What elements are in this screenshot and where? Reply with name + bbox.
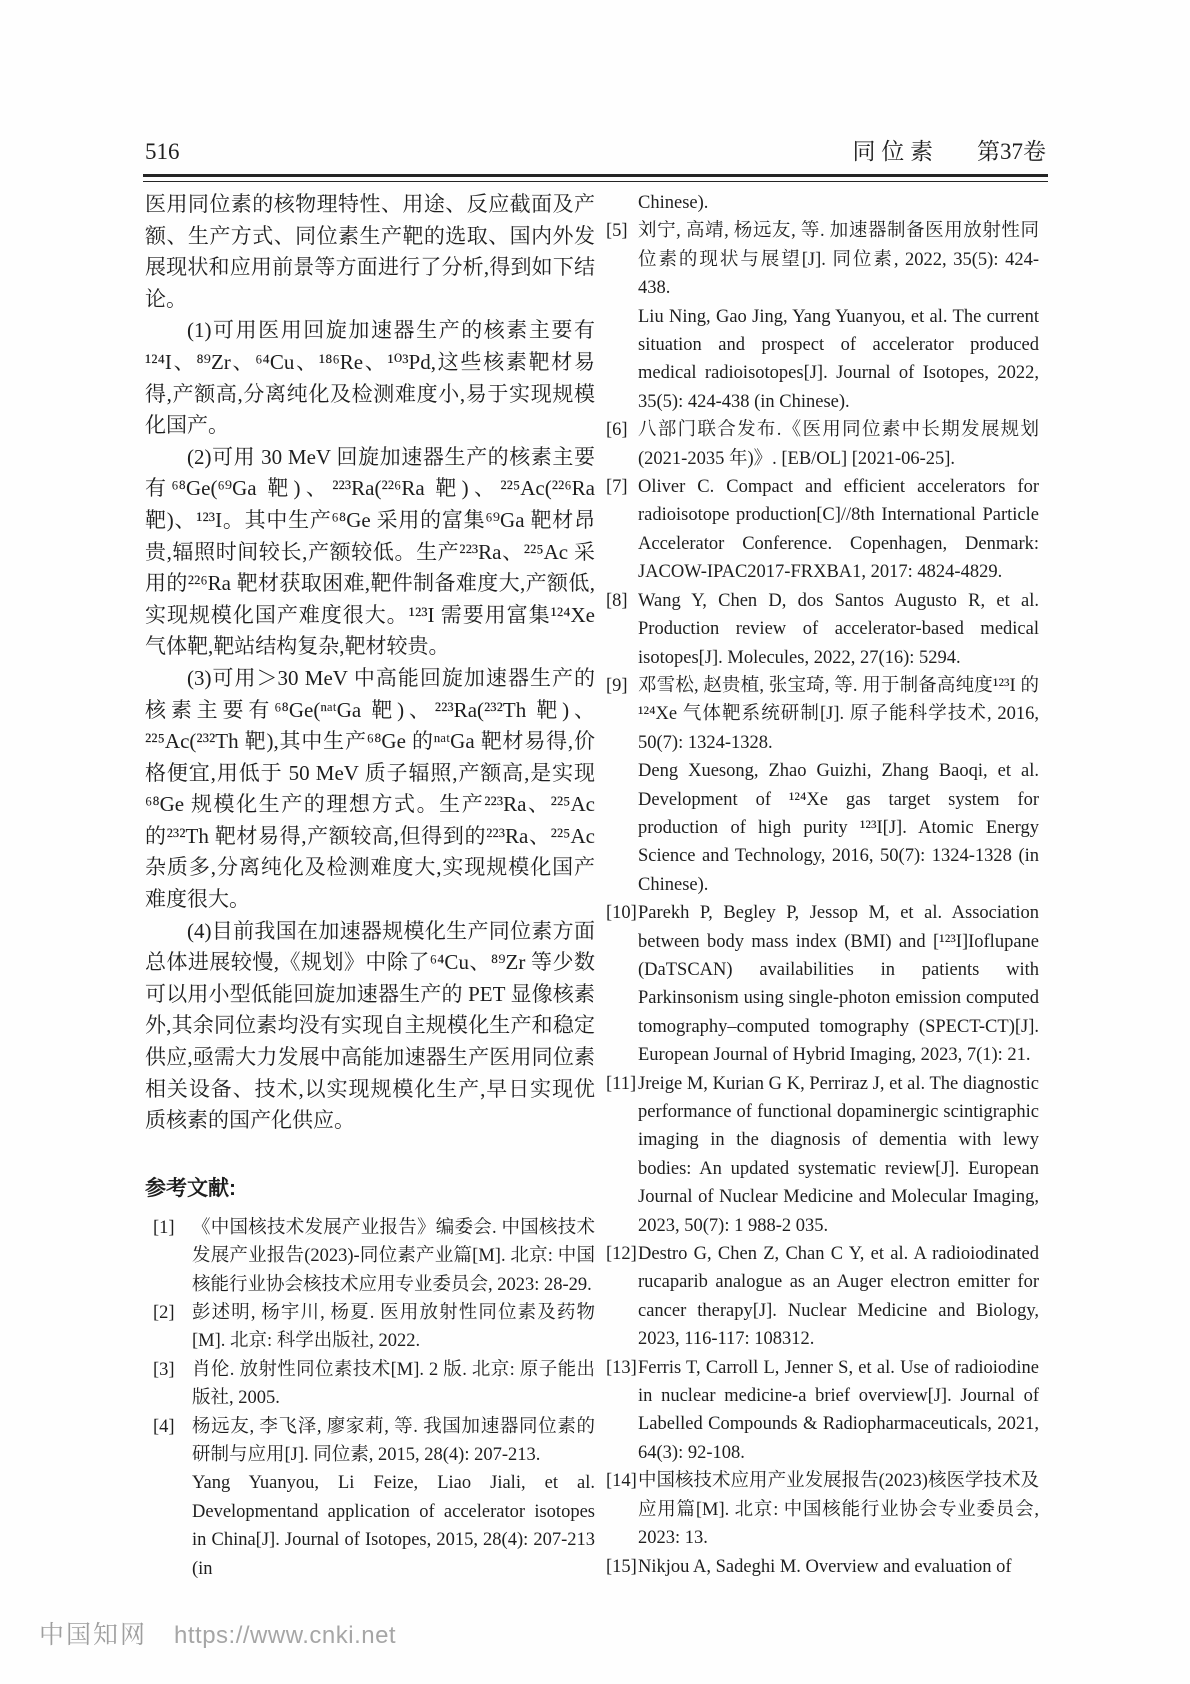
left-column (145, 189, 595, 1583)
reference-text: Nikjou A, Sadeghi M. Overview and evaluation of (638, 1556, 1012, 1577)
running-head (853, 133, 1047, 166)
reference-item-10 (605, 899, 1039, 1069)
reference-text: Wang Y, Chen D, dos Santos Augusto R, et al. Production review of accelerator-based medical isotopes[J]. Molecules, 2022, 27(16): 5294. (638, 590, 1039, 668)
reference-text: 八部门联合发布.《医用同位素中长期发展规划(2021-2035 年)》. [EB/OL] [2021-06-25]. (638, 420, 1039, 469)
right-column (605, 189, 1039, 1581)
reference-number: [5] (606, 221, 628, 242)
reference-text: Jreige M, Kurian G K, Perriraz J, et al. The diagnostic performance of functional dopaminergic scintigraphic imaging in the diagnosis of dementia with lewy bodies: An updated systematic review[J]. European Journal of Nuclear Medicine and Molecular Imaging, 2023, 50(7): 1 988-2 035. (638, 1073, 1039, 1236)
reference-item-1 (145, 1214, 595, 1299)
reference-text: 杨远友, 李飞泽, 廖家莉, 等. 我国加速器同位素的研制与应用[J]. 同位素, 2015, 28(4): 207-213. (192, 1416, 595, 1466)
body-paragraph-conclusion-3: (3)可用＞30 MeV 中高能回旋加速器生产的核素主要有⁶⁸Ge(ⁿᵃᵗGa 靶)、²²³Ra(²³²Th 靶)、²²⁵Ac(²³²Th 靶),其中生产⁶⁸Ge 的ⁿᵃᵗGa 靶材易得,价格便宜,用低于 50 MeV 质子辐照,产额高,是实现⁶⁸Ge 规模化生产的理想方式。生产²²³Ra、²²⁵Ac 的²³²Th 靶材易得,产额较高,但得到的²²³Ra、²²⁵Ac 杂质多,分离纯化及检测难度大,实现规模化国产难度很大。 (145, 665, 595, 912)
cnki-logo-text: 中国知网 (39, 1621, 148, 1649)
reference-item-8 (605, 587, 1039, 672)
reference-continuation: Chinese). (638, 193, 709, 213)
reference-number: [15] (606, 1556, 637, 1577)
volume-label: 第37卷 (977, 139, 1046, 164)
reference-number: [8] (606, 590, 628, 611)
reference-item-14 (605, 1467, 1039, 1552)
reference-number: [7] (606, 477, 628, 498)
reference-item-15 (605, 1553, 1039, 1581)
reference-number: [9] (606, 675, 628, 696)
reference-text: Parekh P, Begley P, Jessop M, et al. Association between body mass index (BMI) and [¹²³I]Ioflupane (DaTSCAN) availabilities in patients with Parkinsonism using single-photon emission computed tomography–computed tomography (SPECT-CT)[J]. European Journal of Hybrid Imaging, 2023, 7(1): 21. (638, 903, 1039, 1066)
body-paragraph: 医用同位素的核物理特性、用途、反应截面及产额、生产方式、同位素生产靶的选取、国内外发展现状和应用前景等方面进行了分析,得到如下结论。 (145, 192, 595, 311)
reference-item-3 (145, 1356, 595, 1413)
reference-text: 刘宁, 高靖, 杨远友, 等. 加速器制备医用放射性同位素的现状与展望[J]. 同位素, 2022, 35(5): 424-438. (638, 221, 1039, 299)
cnki-url: https://www.cnki.net (174, 1622, 397, 1649)
reference-item-4 (145, 1413, 595, 1583)
cnki-watermark (39, 1615, 396, 1651)
reference-text: 邓雪松, 赵贵植, 张宝琦, 等. 用于制备高纯度¹²³I 的¹²⁴Xe 气体靶系统研制[J]. 原子能科学技术, 2016, 50(7): 1324-1328. (638, 675, 1039, 753)
reference-item-5 (605, 217, 1039, 416)
reference-number: [3] (153, 1359, 175, 1380)
reference-item-12 (605, 1240, 1039, 1354)
reference-translation: Deng Xuesong, Zhao Guizhi, Zhang Baoqi, et al. Development of ¹²⁴Xe gas target system for production of high purity ¹²³I[J]. Atomic Energy Science and Technology, 2016, 50(7): 1324-1328 (in Chinese). (638, 761, 1039, 895)
reference-number: [1] (153, 1217, 175, 1238)
reference-item-13 (605, 1354, 1039, 1468)
body-paragraph-conclusion-4: (4)目前我国在加速器规模化生产同位素方面总体进展较慢,《规划》中除了⁶⁴Cu、⁸⁹Zr 等少数可以用小型低能回旋加速器生产的 PET 显像核素外,其余同位素均没有实现自主规模化生产和稳定供应,亟需大力发展中高能加速器生产医用同位素相关设备、技术,以实现规模化生产,早日实现优质核素的国产化供应。 (145, 918, 595, 1133)
reference-translation: Liu Ning, Gao Jing, Yang Yuanyou, et al. The current situation and prospect of accelerator produced medical radioisotopes[J]. Journal of Isotopes, 2022, 35(5): 424-438 (in Chinese). (638, 306, 1039, 412)
reference-text: Oliver C. Compact and efficient accelerators for radioisotope production[C]//8th International Particle Accelerator Conference. Copenhagen, Denmark: JACOW-IPAC2017-FRXBA1, 2017: 4824-4829. (638, 477, 1039, 583)
reference-text: 中国核技术应用产业发展报告(2023)核医学技术及应用篇[M]. 北京: 中国核能行业协会专业委员会, 2023: 13. (638, 1471, 1039, 1549)
reference-item-7 (605, 473, 1039, 587)
reference-number: [13] (606, 1357, 637, 1378)
reference-item-6 (605, 416, 1039, 473)
reference-number: [14] (606, 1471, 637, 1492)
reference-number: [6] (606, 420, 628, 441)
header-rule (143, 174, 1048, 182)
reference-number: [4] (153, 1416, 175, 1437)
reference-text: Ferris T, Carroll L, Jenner S, et al. Use of radioiodine in nuclear medicine-a brief overview[J]. Journal of Labelled Compounds & Radiopharmaceuticals, 2021, 64(3): 92-108. (638, 1357, 1039, 1463)
reference-translation: Yang Yuanyou, Li Feize, Liao Jiali, et al. Developmentand application of accelerator isotopes in China[J]. Journal of Isotopes, 2015, 28(4): 207-213 (in (192, 1473, 595, 1579)
page-header (145, 133, 1046, 166)
reference-text: 彭述明, 杨宇川, 杨夏. 医用放射性同位素及药物[M]. 北京: 科学出版社, 2022. (192, 1303, 595, 1352)
page-number: 516 (145, 139, 180, 164)
reference-text: 《中国核技术发展产业报告》编委会. 中国核技术发展产业报告(2023)-同位素产业篇[M]. 北京: 中国核能行业协会核技术应用专业委员会, 2023: 28-29. (192, 1217, 595, 1295)
journal-title: 同 位 素 (852, 139, 933, 164)
reference-item-11 (605, 1070, 1039, 1240)
reference-number: [11] (606, 1073, 637, 1094)
reference-number: [10] (606, 903, 637, 924)
reference-number: [2] (153, 1303, 175, 1324)
body-paragraph-conclusion-2: (2)可用 30 MeV 回旋加速器生产的核素主要有⁶⁸Ge(⁶⁹Ga 靶)、²²³Ra(²²⁶Ra 靶)、²²⁵Ac(²²⁶Ra 靶)、¹²³I。其中生产⁶⁸Ge 采用的富集⁶⁹Ga 靶材昂贵,辐照时间较长,产额较低。生产²²³Ra、²²⁵Ac 采用的²²⁶Ra 靶材获取困难,靶件制备难度大,产额低,实现规模化国产难度很大。¹²³I 需要用富集¹²⁴Xe 气体靶,靶站结构复杂,靶材较贵。 (145, 444, 595, 659)
reference-item-9 (605, 672, 1039, 899)
reference-text: 肖伦. 放射性同位素技术[M]. 2 版. 北京: 原子能出版社, 2005. (192, 1359, 595, 1409)
reference-item-2 (145, 1299, 595, 1356)
body-paragraph-conclusion-1: (1)可用医用回旋加速器生产的核素主要有¹²⁴I、⁸⁹Zr、⁶⁴Cu、¹⁸⁶Re、¹⁰³Pd,这些核素靶材易得,产额高,分离纯化及检测难度小,易于实现规模化国产。 (145, 318, 595, 438)
reference-number: [12] (606, 1244, 637, 1265)
reference-text: Destro G, Chen Z, Chan C Y, et al. A radioiodinated rucaparib analogue as an Auger electron emitter for cancer therapy[J]. Nuclear Medicine and Biology, 2023, 116-117: 108312. (638, 1244, 1039, 1350)
references-heading: 参考文献: (145, 1176, 236, 1200)
